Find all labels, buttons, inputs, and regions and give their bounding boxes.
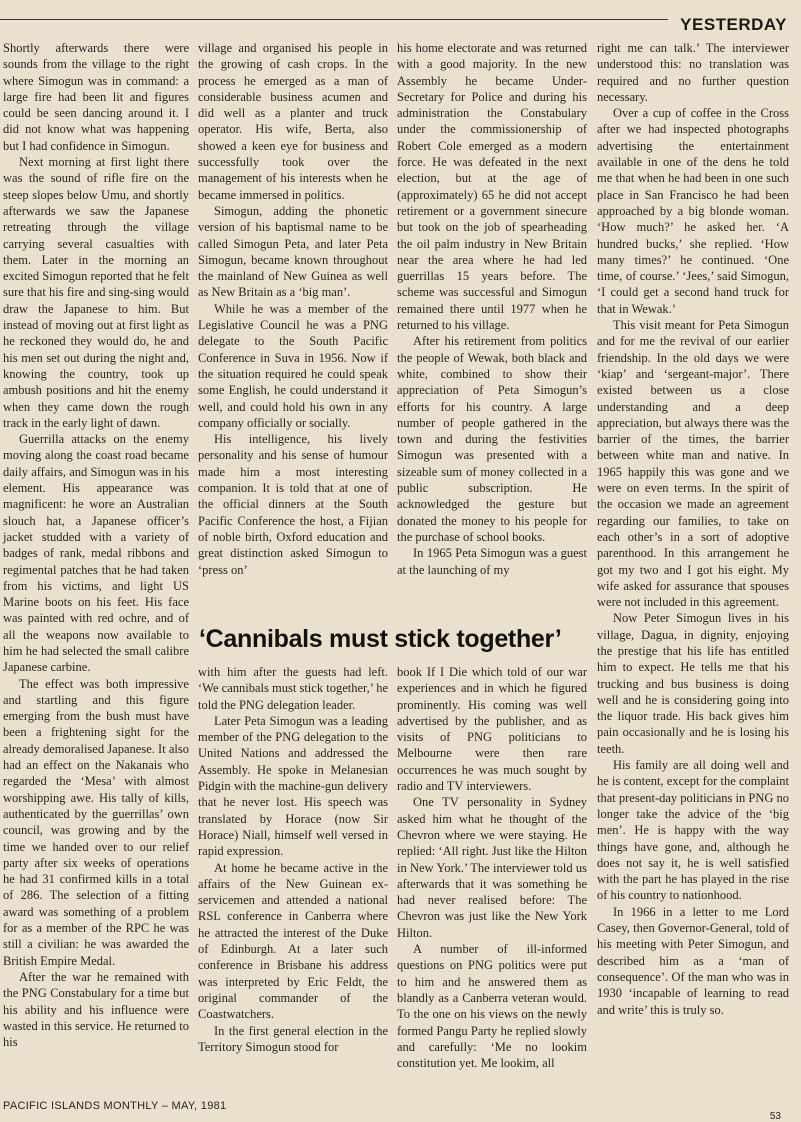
paragraph: Shortly afterwards there were sounds from the village to the right where Simogun was in command: a large fire had been lit and figures could be seen dancing around it. I did not know what was happening but I had confidence in Simogun.	[3, 41, 189, 153]
page-number: 53	[769, 1111, 781, 1122]
paragraph: One TV personality in Sydney asked him what he thought of the Chevron where we were staying. He replied: ‘All right. Just like the Hilton in New York.’ The interviewer told us afterwards that it was something he had never realised before: The Chevron was just like the New York Hilton.	[397, 795, 587, 940]
article-headline: ‘Cannibals must stick together’	[199, 625, 562, 653]
paragraph: right me can talk.’ The interviewer understood this: no translation was required and no further question necessary.	[597, 41, 789, 104]
paragraph: At home he became active in the affairs of the New Guinean ex-servicemen and attended a national RSL conference in Canberra where he attracted the interest of the Duke of Edinburgh. At a later such conference in Brisbane his address was interpreted by Eric Feldt, the original commander of the Coastwatchers.	[198, 860, 388, 1022]
paragraph: His intelligence, his lively personality and his sense of humour made him a most interesting companion. It is told that at one of the official dinners at the South Pacific Conference the host, a Fijian of noble birth, Oxford education and great distinction asked Simogun to ‘press on’	[198, 432, 388, 577]
column-3-top	[397, 40, 587, 620]
paragraph: village and organised his people in the growing of cash crops. In the process he emerged as a man of considerable business acumen and did well as a planter and truck operator. His wife, Berta, also showed a keen eye for business and successfully took over the management of his interests when he became immersed in politics.	[198, 41, 388, 202]
paragraph: In 1966 in a letter to me Lord Casey, then Governor-General, told of his meeting with Peter Simogun, and described him as a ‘man of consequence’. Of the man who was in 1930 ‘incapable of learning to read and write’ this is truly so.	[597, 904, 789, 1017]
paragraph: book If I Die which told of our war experiences and in which he figured prominently. His coming was well advertised by the publisher, and as visits of PNG politicians to Melbourne were then rare occurrences he was much sought by radio and TV interviewers.	[397, 665, 587, 794]
column-2-top	[198, 40, 388, 620]
paragraph: Simogun, adding the phonetic version of his baptismal name to be called Simogun Peta, and later Peta Simogun, became known throughout the mainland of New Guinea as well as New Britain as a ‘big man’.	[198, 203, 388, 300]
paragraph: After the war he remained with the PNG Constabulary for a time but his ability and his influence were wasted in this service. He returned to his	[3, 969, 189, 1050]
paragraph: his home electorate and was returned with a good majority. In the new Assembly he became Under-Secretary for Police and during his administration the Constabulary under the commissionership of Robert Cole emerged as a modern force. He was defeated in the next election, but at the age of (approximately) 65 he did not accept retirement or a government sinecure but took on the job of spearheading the oil palm industry in New Britain near the area where he had led guerrillas 15 years before. The scheme was successful and Simogun remained there until 1977 when he returned to his village.	[397, 41, 587, 333]
column-4	[597, 40, 789, 1096]
page-footer: PACIFIC ISLANDS MONTHLY – MAY, 1981	[3, 1100, 227, 1112]
paragraph: Over a cup of coffee in the Cross after we had inspected photographs advertising the entertainment available in one of the dens he told me that when he had been in one such place in San Francisco he had been approached by a big blonde woman. ‘How much?’ he asked her. ‘A hundred bucks,’ she replied. ‘How many times?’ he continued. ‘One time, of course.’ ‘Jees,’ said Simogun, ‘I could get a second hand truck for that in Wewak.’	[597, 106, 789, 316]
paragraph: Next morning at first light there was the sound of rifle fire on the steep slopes below Umu, and shortly afterwards we saw the Japanese retreating through the village carrying several casualties with them. Later in the morning an excited Simogun reported that he felt sure that his fire and sing-sing would draw the Japanese to him. But instead of moving out at first light as he reckoned they would do, he and his men set out during the night and, knowing the country, took up ambush positions and hit the enemy when they came down the rough track in the early light of dawn.	[3, 155, 189, 430]
column-3-bottom	[397, 664, 587, 1096]
header-rule	[0, 19, 668, 20]
paragraph: In the first general election in the Territory Simogun stood for	[198, 1023, 388, 1054]
paragraph: Now Peter Simogun lives in his village, Dagua, in dignity, enjoying the prestige that his life has entitled him to expect. He tells me that his trucking and bus business is doing well and he is considering going into the liquor trade. His back gives him pain occasionally and he is losing his teeth.	[597, 611, 789, 756]
paragraph: A number of ill-informed questions on PNG politics were put to him and he answered them as blandly as a Canberra veteran would. To the one on his views on the newly formed Pangu Party he replied slowly and carefully: ‘Me no lookim constitution yet. Me lookim, all	[397, 942, 587, 1071]
paragraph: In 1965 Peta Simogun was a guest at the launching of my	[397, 546, 587, 577]
paragraph: with him after the guests had left. ‘We cannibals must stick together,’ he told the PNG delegation leader.	[198, 665, 388, 712]
paragraph: After his retirement from politics the people of Wewak, both black and white, combined to show their appreciation of Peta Simogun’s efforts for his country. A large number of people gathered in the town and during the festivities Simogun was presented with a sizeable sum of money collected in a public subscription. He acknowledged the gesture but donated the money to his people for the purchase of school books.	[397, 334, 587, 544]
paragraph: This visit meant for Peta Simogun and for me the revival of our earlier friendship. In the old days we were ‘kiap’ and ‘sergeant-major’. There existed between us a close understanding and a deep appreciation, but always there was the barrier of the times, the barrier between white man and native. In 1965 happily this was gone and we were on even terms. In the spirit of the occasion we made an agreement regarding our families, to take on each other’s in a sort of adoptive parenthood. In this arrangement he got my two and I got his eight. My wife asked for assurance that spouses were not included in this agreement.	[597, 318, 789, 610]
section-label: YESTERDAY	[680, 15, 787, 34]
paragraph: Guerrilla attacks on the enemy moving along the coast road became daily affairs, and Simogun was in his element. His appearance was magnificent: he wore an Australian slouch hat, a Japanese officer’s jacket studded with a variety of badges of rank, medal ribbons and regimental patches that he had taken from his victims, and light US Marine boots on his feet. His face was painted with red ochre, and of all the weapons now available to him he had selected the small calibre Japanese carbine.	[3, 432, 189, 675]
paragraph: Later Peta Simogun was a leading member of the PNG delegation to the United Nations and addressed the Assembly. He spoke in Melanesian Pidgin with the machine-gun delivery that he never lost. His speech was translated by Horace (now Sir Horace) Niall, himself well versed in rapid expression.	[198, 713, 388, 859]
column-1	[3, 40, 189, 1092]
paragraph: His family are all doing well and he is content, except for the complaint that present-day politicians in PNG no longer take the advice of the ‘big men’. He is happy with the way things have gone, and, although he does not say it, he is well satisfied with the part he has played in the rise of his country to nationhood.	[597, 758, 789, 903]
paragraph: While he was a member of the Legislative Council he was a PNG delegate to the South Pacific Conference in Suva in 1956. Now if the situation required he could speak some English, he could understand it well, and could hold his own in any company officially or socially.	[198, 301, 388, 430]
column-2-bottom	[198, 664, 388, 1096]
paragraph: The effect was both impressive and startling and this figure emerging from the bush must have been a frightening sight for the already demoralised Japanese. It also had an effect on the Nakanais who regarded the ‘Mesa’ with almost worshipping awe. His tally of kills, authenticated by the guerrillas’ own council, was growing and by the time we handed over to our relief party after six weeks of operations he had 31 confirmed kills in a total of 286. The selection of a fitting award was something of a problem for as a member of the RPC he was still a civilian: he was awarded the British Empire Medal.	[3, 676, 189, 968]
